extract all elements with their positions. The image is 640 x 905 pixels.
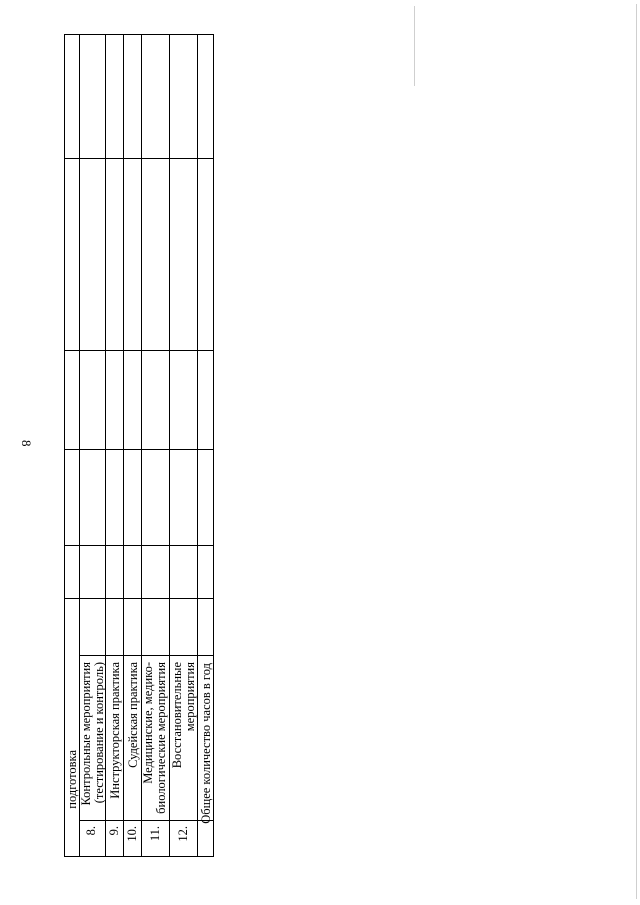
- table-row-line: [197, 34, 198, 857]
- table-border-right: [213, 34, 214, 857]
- continuation-label: подготовка: [65, 750, 79, 809]
- page-number: 8: [19, 440, 34, 447]
- row-name-line: Судейская практика: [126, 662, 140, 768]
- row-name-line: мероприятия: [183, 662, 197, 732]
- row-number: 10.: [125, 826, 139, 842]
- table-column-divider: [64, 449, 214, 450]
- table-column-divider: [64, 545, 214, 546]
- row-number: 11.: [148, 826, 162, 842]
- table-border-left: [64, 34, 65, 857]
- row-name-line: Инструкторская практика: [108, 662, 122, 799]
- row-name-line: биологические мероприятия: [154, 662, 168, 814]
- total-hours-label: Общее количество часов в год: [199, 663, 213, 824]
- row-number: 9.: [107, 826, 121, 836]
- row-name-line: (тестирование и контроль): [92, 662, 106, 804]
- table-column-divider: [64, 598, 214, 599]
- table-column-divider: [64, 350, 214, 351]
- row-name-line: Контрольные мероприятия: [79, 662, 93, 806]
- table-row-line: [123, 34, 124, 857]
- row-number: 12.: [176, 826, 190, 842]
- table-row-divider: [79, 655, 214, 656]
- row-number: 8.: [84, 826, 98, 836]
- table-column-divider: [64, 158, 214, 159]
- table-border-bottom: [64, 856, 214, 857]
- row-name-line: Восстановительные: [170, 662, 184, 769]
- scan-edge-mark: [414, 6, 415, 86]
- table-border-top: [64, 34, 214, 35]
- table-row-divider: [79, 820, 214, 821]
- row-name-line: Медицинские, медико-: [141, 662, 155, 784]
- scan-edge-mark: [636, 4, 637, 899]
